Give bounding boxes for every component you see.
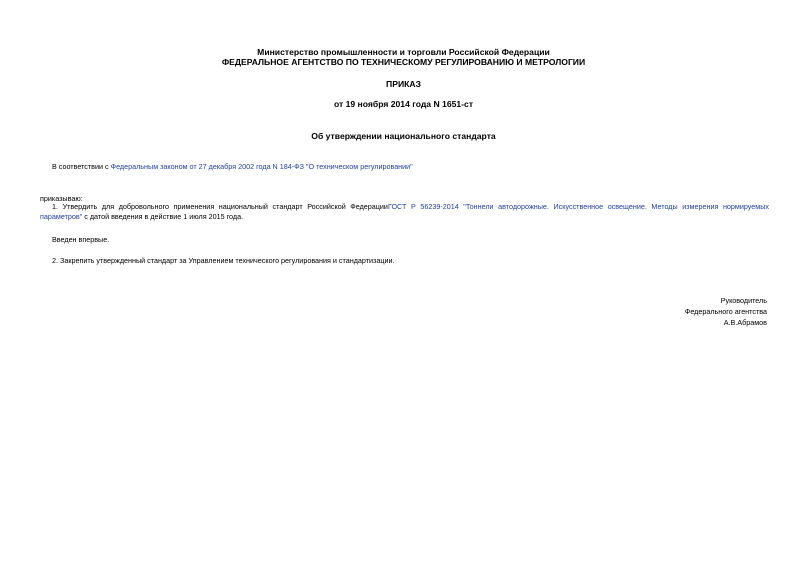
item-2-paragraph: 2. Закрепить утвержденный стандарт за Управлением технического регулирования и стандартизации. xyxy=(52,256,395,265)
gost-link-line2[interactable]: параметров" xyxy=(40,212,83,221)
gost-link-line1[interactable]: ГОСТ Р 56239-2014 "Тоннели автодорожные. Искусственное освещение. Методы измерения нормируемых xyxy=(387,202,769,211)
document-date: от 19 ноября 2014 года N 1651-ст xyxy=(333,99,474,109)
signature-position-line1: Руководитель xyxy=(720,296,767,305)
document-type: ПРИКАЗ xyxy=(386,79,421,89)
item-1-paragraph xyxy=(40,202,769,212)
signature-position-line2: Федерального агентства xyxy=(684,307,767,316)
item-1-continuation xyxy=(40,212,769,222)
ministry-name: Министерство промышленности и торговли Российской Федерации xyxy=(257,47,550,57)
document-subject: Об утверждении национального стандарта xyxy=(311,131,496,141)
order-word: приказываю: xyxy=(40,194,83,203)
basis-paragraph xyxy=(52,162,413,171)
intro-note: Введен впервые. xyxy=(52,235,110,244)
federal-law-link[interactable]: Федеральным законом от 27 декабря 2002 года N 184-ФЗ "О техническом регулировании" xyxy=(110,162,413,171)
basis-prefix: В соответствии с xyxy=(52,162,111,171)
signature-name: А.В.Абрамов xyxy=(723,318,767,327)
item-1-suffix: с датой введения в действие 1 июля 2015 года. xyxy=(82,212,244,221)
agency-name: ФЕДЕРАЛЬНОЕ АГЕНТСТВО ПО ТЕХНИЧЕСКОМУ РЕГУЛИРОВАНИЮ И МЕТРОЛОГИИ xyxy=(221,57,586,67)
item-1-prefix: 1. Утвердить для добровольного применения национальный стандарт Российской Федерации xyxy=(52,202,388,211)
